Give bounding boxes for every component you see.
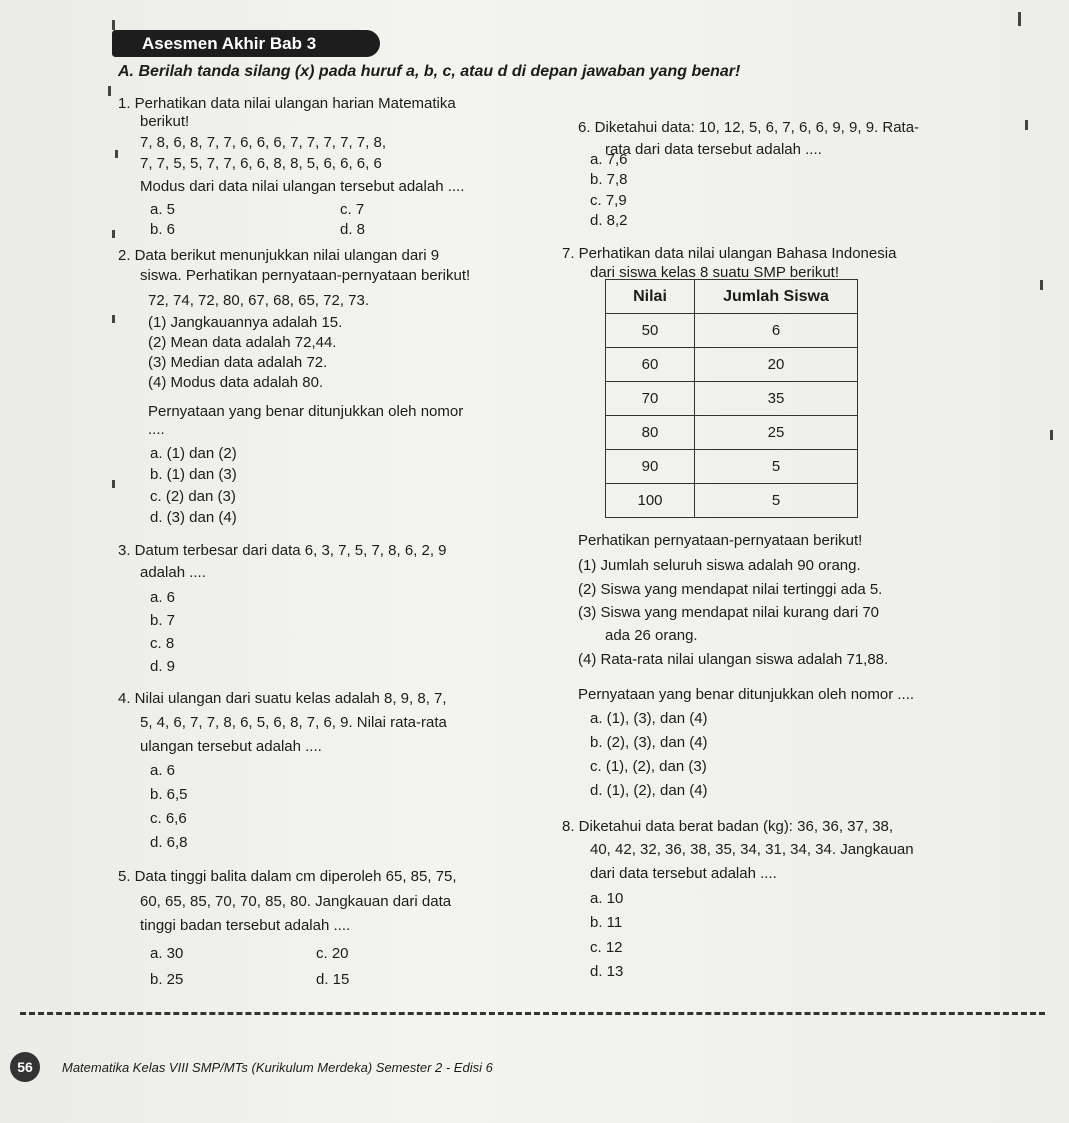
table-cell: 35 <box>695 382 858 416</box>
q7-option-d[interactable]: d. (1), (2), dan (4) <box>590 782 708 799</box>
q7-statement: (4) Rata-rata nilai ulangan siswa adalah 71,88. <box>578 651 889 668</box>
q8-option-a[interactable]: a. 10 <box>590 890 624 907</box>
q8-line: 40, 42, 32, 36, 38, 35, 34, 31, 34, 34. Jangkauan <box>590 841 914 858</box>
q2-question: Pernyataan yang benar ditunjukkan oleh nomor <box>148 403 464 420</box>
q4-line: ulangan tersebut adalah .... <box>140 738 322 755</box>
q4-option-d[interactable]: d. 6,8 <box>150 834 188 851</box>
q2-option-d[interactable]: d. (3) dan (4) <box>150 509 237 526</box>
q4-option-b[interactable]: b. 6,5 <box>150 786 188 803</box>
q7-statement: (1) Jumlah seluruh siswa adalah 90 orang. <box>578 557 861 574</box>
table-row <box>606 416 858 450</box>
page-number: 56 <box>10 1052 40 1082</box>
q6-line: rata dari data tersebut adalah .... <box>605 141 822 158</box>
q2-line: 2. Data berikut menunjukkan nilai ulangan dari 9 <box>118 247 440 264</box>
q5-line: 60, 65, 85, 70, 70, 85, 80. Jangkauan dari data <box>140 893 452 910</box>
q6-option-d[interactable]: d. 8,2 <box>590 212 628 229</box>
q7-question: Pernyataan yang benar ditunjukkan oleh nomor .... <box>578 686 915 703</box>
table-cell: 5 <box>695 450 858 484</box>
q7-line: dari siswa kelas 8 suatu SMP berikut! <box>590 264 840 281</box>
q8-option-d[interactable]: d. 13 <box>590 963 624 980</box>
q5-option-a[interactable]: a. 30 <box>150 945 184 962</box>
q2-option-a[interactable]: a. (1) dan (2) <box>150 445 237 462</box>
q1-line: 1. Perhatikan data nilai ulangan harian Matematika <box>118 95 456 112</box>
q2-statement: (1) Jangkauannya adalah 15. <box>148 314 343 331</box>
table-cell: 70 <box>606 382 695 416</box>
footer-text: Matematika Kelas VIII SMP/MTs (Kurikulum Merdeka) Semester 2 - Edisi 6 <box>62 1060 493 1075</box>
q8-option-c[interactable]: c. 12 <box>590 939 623 956</box>
q1-data: 7, 8, 6, 8, 7, 7, 6, 6, 6, 7, 7, 7, 7, 7, 8, <box>140 134 386 151</box>
table-cell: 90 <box>606 450 695 484</box>
q5-option-d[interactable]: d. 15 <box>316 971 350 988</box>
q1-question: Modus dari data nilai ulangan tersebut adalah .... <box>140 178 465 195</box>
q1-data: 7, 7, 5, 5, 7, 7, 6, 6, 8, 8, 5, 6, 6, 6, 6 <box>140 155 382 172</box>
q1-option-c[interactable]: c. 7 <box>340 201 365 218</box>
q1-option-d[interactable]: d. 8 <box>340 221 366 238</box>
q3-option-d[interactable]: d. 9 <box>150 658 176 675</box>
q5-option-c[interactable]: c. 20 <box>316 945 349 962</box>
table-header-nilai: Nilai <box>606 280 695 314</box>
table-row <box>606 348 858 382</box>
q3-line: 3. Datum terbesar dari data 6, 3, 7, 5, 7, 8, 6, 2, 9 <box>118 542 447 559</box>
q5-line: 5. Data tinggi balita dalam cm diperoleh 65, 85, 75, <box>118 868 457 885</box>
table-row <box>606 314 858 348</box>
q6-option-b[interactable]: b. 7,8 <box>590 171 628 188</box>
table-cell: 5 <box>695 484 858 518</box>
q4-line: 4. Nilai ulangan dari suatu kelas adalah 8, 9, 8, 7, <box>118 690 447 707</box>
q1-option-a[interactable]: a. 5 <box>150 201 176 218</box>
table-row <box>606 484 858 518</box>
q2-option-b[interactable]: b. (1) dan (3) <box>150 466 237 483</box>
q1-line: berikut! <box>140 113 190 130</box>
q2-option-c[interactable]: c. (2) dan (3) <box>150 488 236 505</box>
table-cell: 25 <box>695 416 858 450</box>
table-cell: 6 <box>695 314 858 348</box>
table-cell: 50 <box>606 314 695 348</box>
q2-line: siswa. Perhatikan pernyataan-pernyataan berikut! <box>140 267 471 284</box>
q3-option-b[interactable]: b. 7 <box>150 612 176 629</box>
q2-statement: (2) Mean data adalah 72,44. <box>148 334 337 351</box>
q7-option-c[interactable]: c. (1), (2), dan (3) <box>590 758 707 775</box>
q7-statement: (3) Siswa yang mendapat nilai kurang dari 70 <box>578 604 880 621</box>
q7-option-b[interactable]: b. (2), (3), dan (4) <box>590 734 708 751</box>
q3-option-c[interactable]: c. 8 <box>150 635 175 652</box>
q2-question: .... <box>148 421 165 438</box>
table-row <box>606 382 858 416</box>
q2-statement: (4) Modus data adalah 80. <box>148 374 324 391</box>
table-cell: 20 <box>695 348 858 382</box>
section-title: Asesmen Akhir Bab 3 <box>112 30 380 57</box>
q7-statement: ada 26 orang. <box>605 627 698 644</box>
q6-option-a[interactable]: a. 7,6 <box>590 151 628 168</box>
q7-line: Perhatikan pernyataan-pernyataan berikut! <box>578 532 863 549</box>
q4-line: 5, 4, 6, 7, 7, 8, 6, 5, 6, 8, 7, 6, 9. Nilai rata-rata <box>140 714 447 731</box>
q7-statement: (2) Siswa yang mendapat nilai tertinggi ada 5. <box>578 581 883 598</box>
q6-line: 6. Diketahui data: 10, 12, 5, 6, 7, 6, 6, 9, 9, 9. Rata- <box>578 119 920 136</box>
q3-option-a[interactable]: a. 6 <box>150 589 176 606</box>
instruction: A. Berilah tanda silang (x) pada huruf a, b, c, atau d di depan jawaban yang benar! <box>118 63 741 80</box>
q5-line: tinggi badan tersebut adalah .... <box>140 917 351 934</box>
q7-option-a[interactable]: a. (1), (3), dan (4) <box>590 710 708 727</box>
q8-line: 8. Diketahui data berat badan (kg): 36, 36, 37, 38, <box>562 818 894 835</box>
q8-option-b[interactable]: b. 11 <box>590 914 623 931</box>
table-header-row <box>606 280 858 314</box>
table-header-jumlah: Jumlah Siswa <box>695 280 858 314</box>
q7-line: 7. Perhatikan data nilai ulangan Bahasa Indonesia <box>562 245 897 262</box>
q4-option-a[interactable]: a. 6 <box>150 762 176 779</box>
q1-option-b[interactable]: b. 6 <box>150 221 176 238</box>
q6-option-c[interactable]: c. 7,9 <box>590 192 627 209</box>
q8-line: dari data tersebut adalah .... <box>590 865 777 882</box>
table-row <box>606 450 858 484</box>
table-cell: 80 <box>606 416 695 450</box>
q3-line: adalah .... <box>140 564 206 581</box>
q2-statement: (3) Median data adalah 72. <box>148 354 328 371</box>
q2-data: 72, 74, 72, 80, 67, 68, 65, 72, 73. <box>148 292 370 309</box>
dashed-divider <box>20 1012 1045 1015</box>
table-cell: 60 <box>606 348 695 382</box>
q5-option-b[interactable]: b. 25 <box>150 971 184 988</box>
q7-score-table <box>605 279 858 518</box>
table-cell: 100 <box>606 484 695 518</box>
q4-option-c[interactable]: c. 6,6 <box>150 810 187 827</box>
